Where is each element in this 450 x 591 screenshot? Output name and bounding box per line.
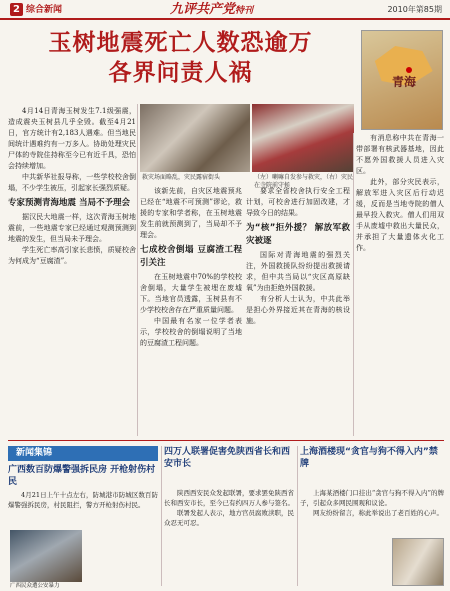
page-number: 2 [10,3,23,16]
map-label: 青海 [392,75,417,89]
column-divider [297,446,298,586]
story-paragraph: 4月21日上午十点左右，防城港市防城区数百防爆警强拆民房，村民阻拦，警方开枪射伤村民。 [8,491,158,509]
column-divider [161,446,162,586]
section-divider [8,440,444,441]
article-column-4 [356,133,444,436]
main-headline [8,28,353,88]
lead-article-column [8,106,136,436]
page-header [0,0,450,20]
article-paragraph: 此外，部分灾民表示，解放军进入灾区后行动迟缓，反而是当地寺院的僧人最早投入救灾。僧人们用双手从废墟中救出大量民众，并承担了大量遗体火化工作。 [356,178,444,252]
story-paragraph: 网友纷纷留言，称此举说出了老百姓的心声。 [313,509,443,517]
paper-title: 九评共产党 [170,2,236,17]
subheading-foreign-aid: 为“核”拒外援？ 解放军救灾被逐 [246,223,350,246]
story-title-guangxi: 广西数百防爆警强拆民房 开枪射伤村民 [8,465,156,487]
photo-restaurant-sign [392,538,444,586]
photo-caption: 救灾场面略乱，灾民露宿街头 [142,174,221,181]
lead-paragraph: 4月14日青海玉树发生7.1级强震，造成震央玉树县几乎全毁。截至4月21日，官方统计有2,183人遇难。但当地民间统计遇难约有一万多人。协助处理灾民尸体的寺院住持称至今已有近千具，恐怕会持续增加。 [8,107,136,170]
lead-paragraph: 中共新华社报导称，一些学校校舍倒塌，不少学生被压，引起家长强烈质疑。 [8,173,136,192]
photo-caption: （左）喇嘛自发参与救灾，（右）灾民在寺院前守候 [254,174,354,189]
paper-name [170,2,253,19]
photo-guangxi-police [10,530,82,582]
column-divider [353,133,354,436]
headline-line-1: 玉树地震死亡人数恐逾万 [48,29,313,56]
section-name: 综合新闻 [26,5,63,15]
headline-line-2: 各界问责人祸 [108,59,253,86]
lead-paragraph: 据汉民大地震一样，这次青海玉树地震前，一些地震专家已经通过观测预测到地震的发生，但当局未予理会。 [8,213,136,243]
article-paragraph: 要求全省校舍执行安全工程计划，可校舍进行加固改建，才导致今日的结果。 [246,187,350,217]
article-column-3 [246,186,350,436]
story-paragraph: 上海某酒楼门口挂出“贪官与狗不得入内”的牌子，引起众多网民围观和议论。 [300,489,444,507]
news-roundup-tag: 新闻集锦 [8,446,158,461]
article-paragraph: 中国最有名家一位学者表示，学校校舍的倒塌说明了当地的豆腐渣工程问题。 [140,317,242,347]
photo-monks-rescue [252,104,354,172]
article-paragraph: 有分析人士认为，中共此举是担心外界接近其在青海的核设施。 [246,295,350,325]
story-title-shaanxi: 四万人联署促害免陕西省长和西安市长 [164,447,291,469]
story-paragraph: 陕西西安民众发起联署，要求罢免陕西省长和西安市长，至今已有约四万人参与签名。 [164,489,294,507]
photo-caption: 广西民众遭公安暴力 [10,583,60,589]
story-paragraph: 联署发起人表示，地方官员腐败渎职，民众忍无可忍。 [164,509,294,527]
subheading-expert-prediction: 专家预测青海地震 当局不予理会 [8,198,130,208]
epicenter-marker [406,67,412,73]
article-paragraph: 该新先前，自灾区地震预兆已经在“地震不可预测”谬论，救援的专家和学者称，在玉树地震发生前就预测到了，当局却不予理会。 [140,187,242,239]
subheading-school-collapse: 七成校舍倒塌 豆腐渣工程引关注 [140,245,242,268]
article-paragraph: 在玉树地震中70%的学校校舍倒塌，大量学生被埋在废墟下。当地官员透露，玉树县有不少学校校舍存在严重质量问题。 [140,273,242,314]
lead-paragraph: 学生死亡率高引家长悲愤，质疑校舍为何成为“豆腐渣”。 [8,246,136,265]
issue-number: 2010年第85期 [387,5,442,14]
paper-suffix: 特刊 [235,6,254,16]
photo-disaster-scene [140,104,250,172]
story-shaanxi [164,488,294,590]
qinghai-map [361,30,443,130]
article-paragraph: 国际对青海地震的强烈关注，外国救援队纷纷提出救援请求，但中共当局以“灾区高原缺氧”为由拒绝外国救援。 [246,251,350,292]
column-divider [137,104,138,436]
article-paragraph: 有消息称中共在青海一带部署有核武器基地，因此不愿外国救援人员进入灾区。 [356,134,444,175]
story-title-shanghai: 上海酒楼现“贪官与狗不得入内”禁牌 [300,447,438,469]
article-column-2 [140,186,242,436]
